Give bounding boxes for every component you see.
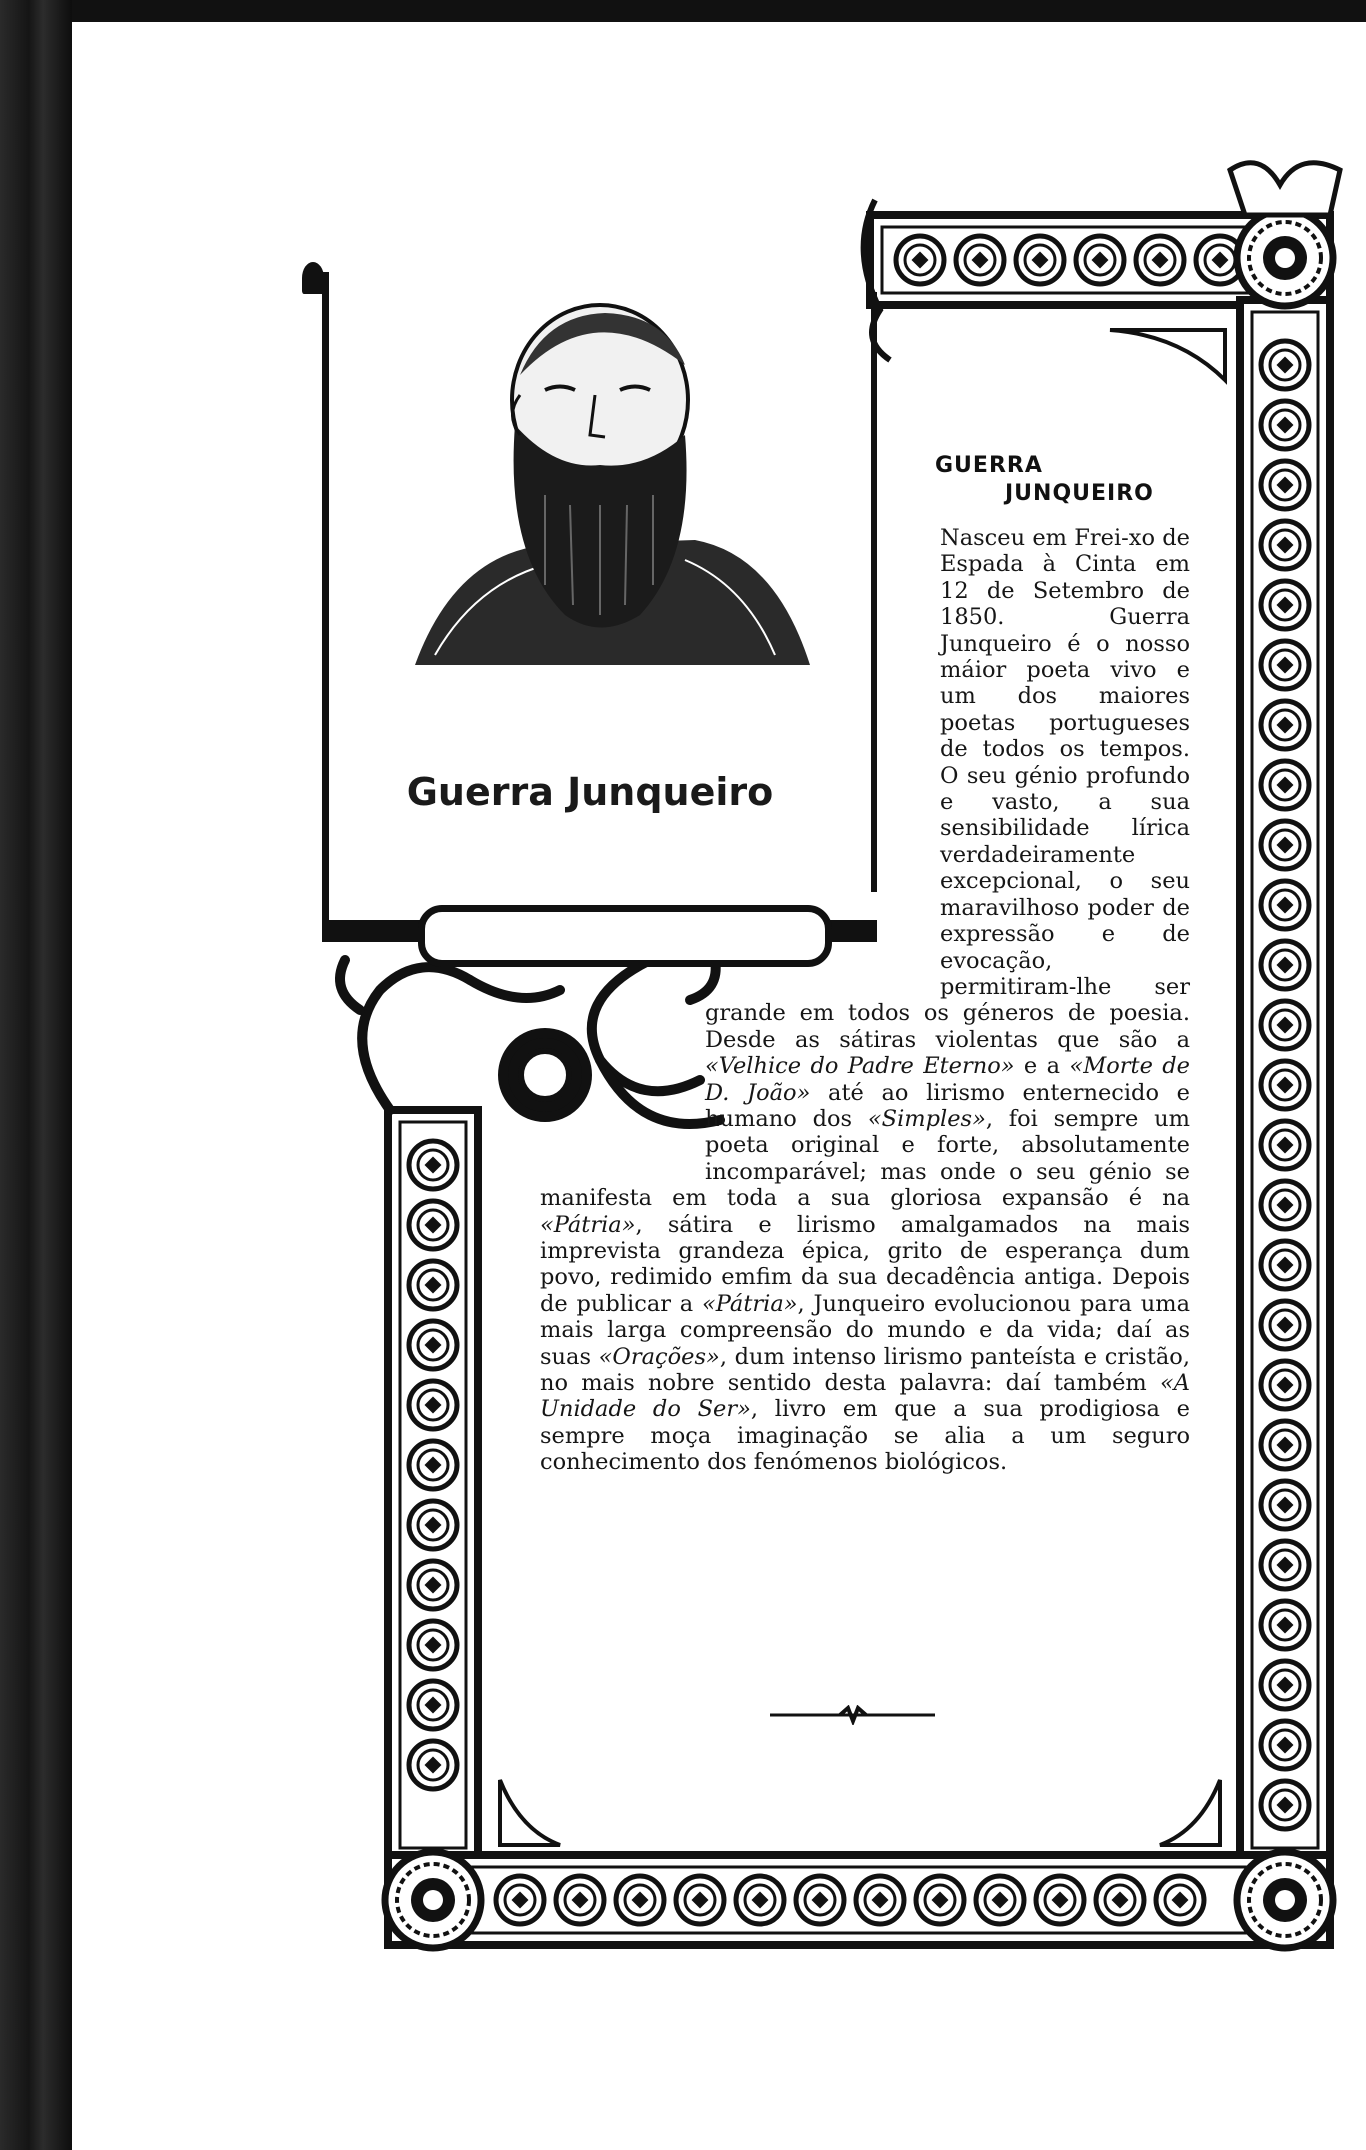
article-body [540,525,1190,1476]
title-line-1: GUERRA [935,453,1043,478]
border-bottom-band [388,1855,1330,1945]
frame-finial [302,262,324,294]
portrait-caption: Guerra Junqueiro [406,770,774,814]
article-title [935,452,1154,508]
divider-flourish-icon [770,1705,935,1725]
border-right-column [1240,300,1330,1860]
border-left-column [388,1110,478,1860]
title-line-2: JUNQUEIRO [1005,481,1154,506]
corner-rosette-icon [1237,210,1333,306]
body-paragraph: Nasceu em Frei-xo de Espada à Cinta em 12 de Setembro de 1850. Guerra Junqueiro é o nosso máior poeta vivo e um dos maiores poetas portugueses de todos os tempos. O seu génio profundo e vasto, a sua sensibilidade lírica verdadeiramente excepcional, o seu maravilhoso poder de expressão e de evocação, permitiram-lhe ser grande em todos os géneros de poesia. Desde as sátiras violentas que são a «Velhice do Padre Eterno» e a «Morte de D. João» até ao lirismo enternecido e humano dos «Simples», foi sempre um poeta original e forte, absolutamente incomparável; mas onde o seu génio se manifesta em toda a sua gloriosa expansão é na «Pátria», sátira e lirismo amalgamados na mais imprevista grandeza épica, grito de esperança dum povo, redimido emfim da sua decadência antiga. Depois de publicar a «Pátria», Junqueiro evolucionou para uma mais larga compreensão do mundo e da vida; daí as suas «Orações», dum intenso lirismo panteísta e cristão, no mais nobre sentido desta palavra: daí também «A Unidade do Ser», livro em que a sua prodigiosa e sempre moça imaginação se alia a um seguro conhecimento dos fenómenos biológicos. [540,525,1190,1476]
